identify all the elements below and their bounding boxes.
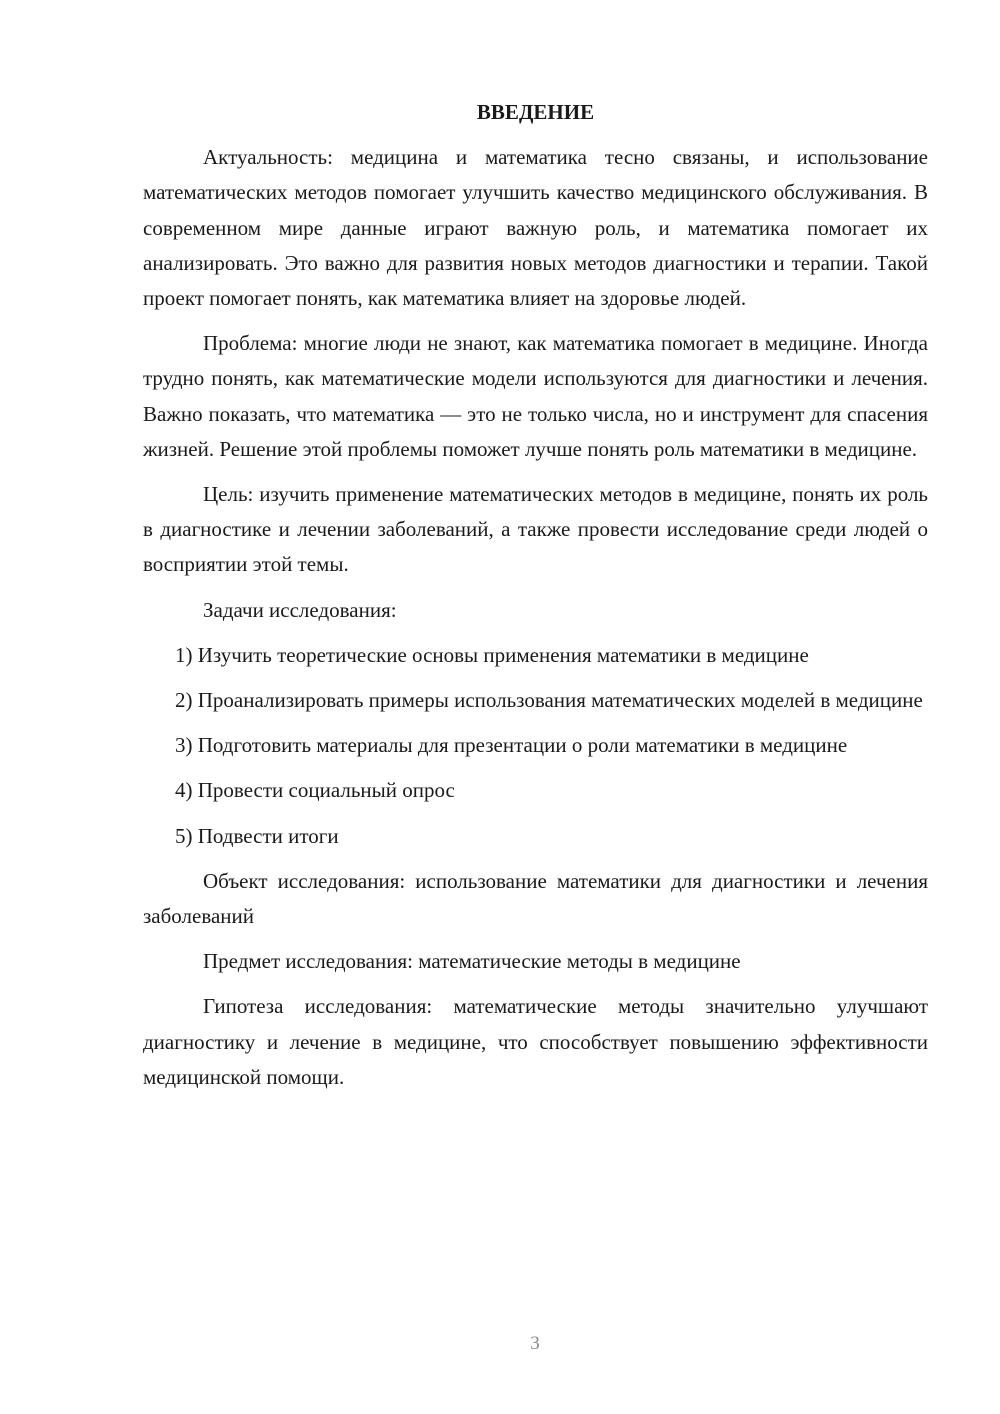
task-item-1: 1) Изучить теоретические основы применения математики в медицине <box>175 642 809 667</box>
task-item-2: 2) Проанализировать примеры использования математических моделей в медицине <box>175 688 923 713</box>
object-paragraph: Объект исследования: использование математики для диагностики и лечения заболеваний <box>143 868 928 929</box>
task-item-5: 5) Подвести итоги <box>175 823 339 848</box>
problem-paragraph: Проблема: многие люди не знают, как математика помогает в медицине. Иногда трудно понять, как математические модели используются для диагностики и лечения. Важно показать, что математика — это не только числа, но и инструмент для спасения жизней. Решение этой проблемы поможет лучше понять роль математики в медицине. <box>143 331 928 461</box>
task-item-4: 4) Провести социальный опрос <box>175 778 455 803</box>
relevance-paragraph: Актуальность: медицина и математика тесно связаны, и использование математических методов помогает улучшить качество медицинского обслуживания. В современном мире данные играют важную роль, и математика помогает их анализировать. Это важно для развития новых методов диагностики и терапии. Такой проект помогает понять, как математика влияет на здоровье людей. <box>143 145 928 311</box>
document-page <box>143 95 928 1105</box>
document-title: ВВЕДЕНИЕ <box>476 100 595 124</box>
task-item-3: 3) Подготовить материалы для презентации о роли математики в медицине <box>175 733 848 758</box>
page-number: 3 <box>530 1333 540 1354</box>
hypothesis-paragraph: Гипотеза исследования: математические методы значительно улучшают диагностику и лечение в медицине, что способствует повышению эффективности медицинской помощи. <box>143 994 928 1089</box>
subject-paragraph: Предмет исследования: математические методы в медицине <box>203 949 741 974</box>
goal-paragraph: Цель: изучить применение математических методов в медицине, понять их роль в диагностике и лечении заболеваний, а также провести исследование среди людей о восприятии этой темы. <box>143 482 928 577</box>
tasks-heading: Задачи исследования: <box>203 597 397 622</box>
